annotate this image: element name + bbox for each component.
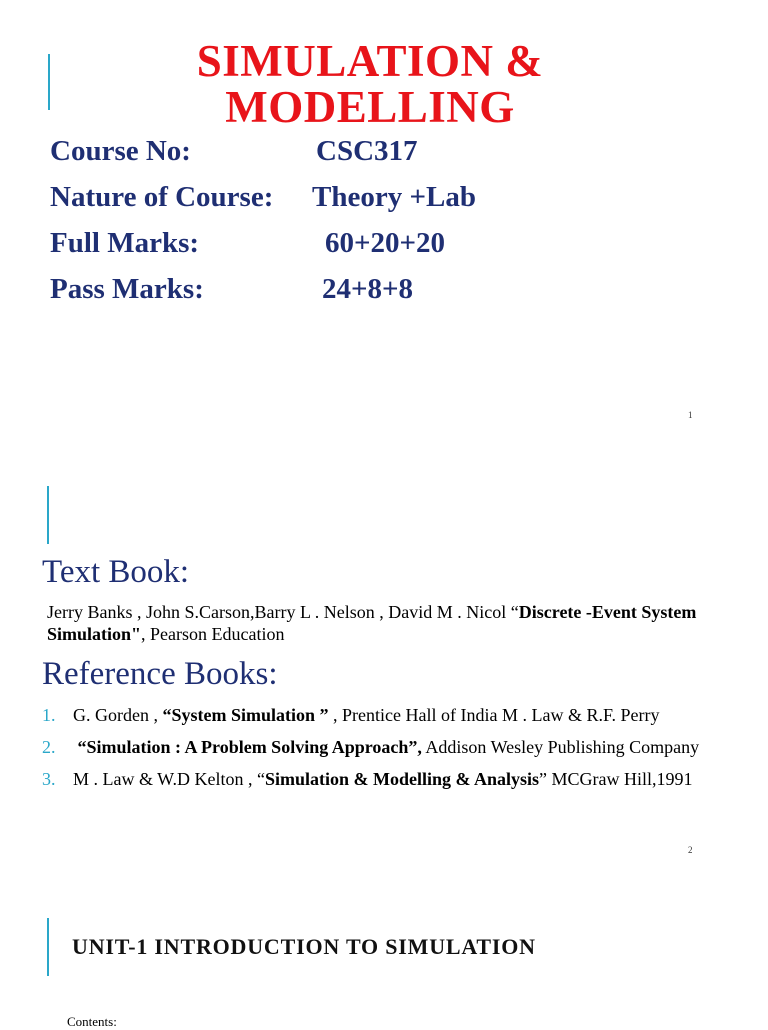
pass-marks-value: 24+8+8 (322, 273, 414, 305)
list-item (42, 704, 722, 726)
nature-value: Theory +Lab (312, 181, 476, 213)
ref-text: ” MCGraw Hill,1991 (539, 769, 693, 789)
slide-3 (0, 870, 768, 1029)
course-no-label: Course No: (50, 135, 191, 167)
textbook-title: Discrete -Event System Simulation" (47, 602, 697, 644)
reference-heading: Reference Books: (42, 656, 278, 692)
course-info-list (50, 132, 570, 316)
full-marks-label: Full Marks: (50, 227, 200, 259)
course-no-value: CSC317 (316, 135, 418, 167)
page-number: 1 (688, 410, 693, 420)
textbook-citation (47, 601, 737, 645)
accent-bar (47, 918, 49, 976)
course-info-row (50, 270, 570, 316)
accent-bar (47, 486, 49, 544)
textbook-authors: Jerry Banks , John S.Carson,Barry L . Nelson , David M . Nicol “ (47, 602, 519, 622)
contents-label: Contents: (67, 1014, 117, 1029)
list-item (42, 736, 722, 758)
slide-title (100, 38, 640, 130)
course-info-row (50, 178, 570, 224)
title-line-2: MODELLING (225, 82, 515, 132)
slide-1 (0, 0, 768, 440)
textbook-heading: Text Book: (42, 554, 190, 590)
slide-2 (0, 440, 768, 870)
textbook-publisher: , Pearson Education (141, 624, 285, 644)
page-number: 2 (688, 845, 693, 855)
ref-title: “Simulation : A Problem Solving Approach”, (77, 737, 422, 757)
list-number: 3. (42, 769, 56, 789)
ref-text: M . Law & W.D Kelton , “ (73, 769, 265, 789)
nature-label: Nature of Course: (50, 181, 274, 213)
title-line-1: SIMULATION & (196, 36, 544, 86)
unit-title: UNIT-1 INTRODUCTION TO SIMULATION (72, 934, 536, 959)
list-number: 1. (42, 705, 56, 725)
list-number: 2. (42, 737, 56, 757)
ref-text: G. Gorden , (73, 705, 163, 725)
course-info-row (50, 224, 570, 270)
reference-list (42, 704, 722, 800)
ref-text: Addison Wesley Publishing Company (421, 737, 700, 757)
ref-title: Simulation & Modelling & Analysis (264, 769, 540, 789)
ref-text: , Prentice Hall of India M . Law & R.F. Perry (328, 705, 660, 725)
accent-bar (48, 54, 50, 110)
course-info-row (50, 132, 570, 178)
list-item (42, 768, 722, 790)
pass-marks-label: Pass Marks: (50, 273, 204, 305)
ref-title: “System Simulation ” (162, 705, 329, 725)
full-marks-value: 60+20+20 (325, 227, 446, 259)
